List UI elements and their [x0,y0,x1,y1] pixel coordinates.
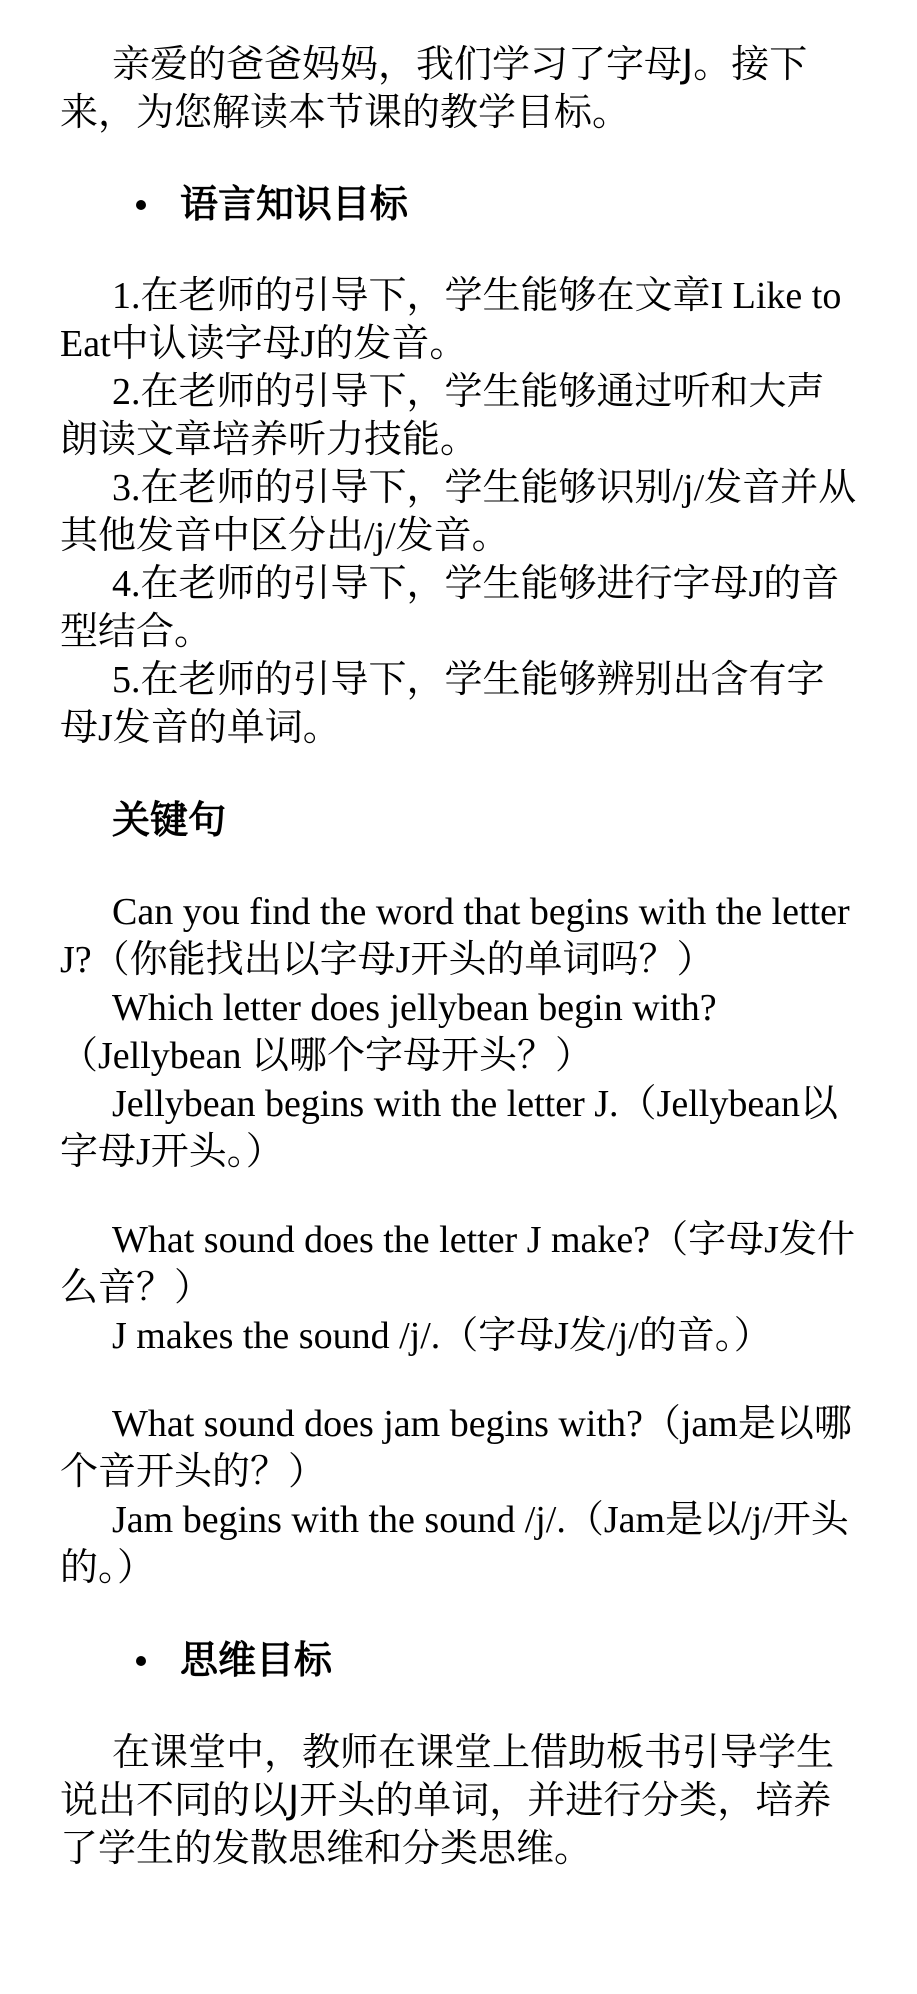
key-sentences-group-1 [60,888,860,1176]
goal-item-1: 1.在老师的引导下，学生能够在文章I Like to Eat中认读字母J的发音。 [60,275,842,365]
key-sentences-group-3 [60,1400,860,1592]
heading-language-goals: 语言知识目标 [60,180,860,228]
key-sentence: Can you find the word that begins with the letter J?（你能找出以字母J开头的单词吗？） [60,891,850,981]
goal-item-2: 2.在老师的引导下，学生能够通过听和大声朗读文章培养听力技能。 [60,371,825,461]
key-sentence: Which letter does jellybean begin with?（Jellybean 以哪个字母开头？） [60,987,717,1077]
key-sentence: What sound does jam begins with?（jam是以哪个音开头的？） [60,1403,852,1493]
key-sentences-group-2 [60,1216,860,1360]
intro-paragraph: 亲爱的爸爸妈妈，我们学习了字母J。接下来，为您解读本节课的教学目标。 [60,42,808,134]
thinking-goals-paragraph: 在课堂中，教师在课堂上借助板书引导学生说出不同的以J开头的单词，并进行分类，培养了学生的发散思维和分类思维。 [60,1730,835,1870]
heading-key-sentences: 关键句 [112,798,227,842]
goal-item-3: 3.在老师的引导下，学生能够识别/j/发音并从其他发音中区分出/j/发音。 [60,467,857,557]
key-sentence: What sound does the letter J make?（字母J发什么音？） [60,1219,855,1309]
heading-thinking-goals: 思维目标 [60,1636,860,1684]
goal-item-4: 4.在老师的引导下，学生能够进行字母J的音型结合。 [60,563,840,653]
key-sentence: Jam begins with the sound /j/.（Jam是以/j/开头的。） [60,1499,849,1589]
key-sentence: J makes the sound /j/.（字母J发/j/的音。） [112,1315,772,1357]
document-page [60,40,860,1872]
key-sentence: Jellybean begins with the letter J.（Jellybean以字母J开头。） [60,1083,839,1173]
goal-item-5: 5.在老师的引导下，学生能够辨别出含有字母J发音的单词。 [60,659,825,749]
language-goals-list [60,272,860,752]
